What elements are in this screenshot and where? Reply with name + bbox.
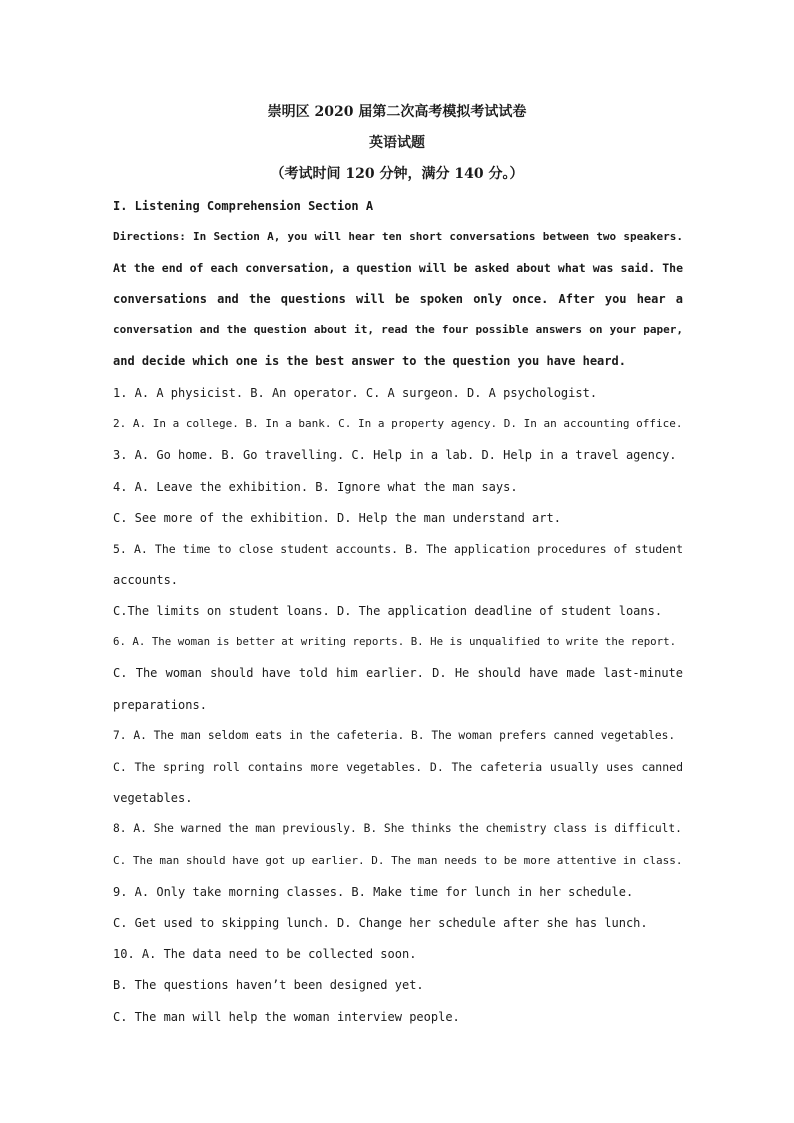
question-line: vegetables.: [113, 791, 193, 805]
exam-title: 崇明区 2020 届第二次高考模拟考试试卷: [267, 104, 527, 120]
question-line: 1. A. A physicist. B. An operator. C. A surgeon. D. A psychologist.: [113, 386, 598, 400]
directions-line: conversation and the question about it, read the four possible answers on your paper,: [113, 323, 683, 336]
question-line: 9. A. Only take morning classes. B. Make time for lunch in her schedule.: [113, 885, 634, 899]
question-line: 4. A. Leave the exhibition. B. Ignore what the man says.: [113, 480, 518, 494]
question-line: C. The woman should have told him earlier. D. He should have made last-minute: [113, 666, 683, 680]
question-line: 7. A. The man seldom eats in the cafeteria. B. The woman prefers canned vegetables.: [113, 729, 676, 742]
question-line: 10. A. The data need to be collected soon.: [113, 947, 417, 961]
directions-line: conversations and the questions will be spoken only once. After you hear a: [113, 292, 683, 306]
question-line: C. Get used to skipping lunch. D. Change her schedule after she has lunch.: [113, 916, 648, 930]
question-line: C. See more of the exhibition. D. Help the man understand art.: [113, 511, 561, 525]
question-line: 5. A. The time to close student accounts. B. The application procedures of student: [113, 542, 683, 556]
question-line: 2. A. In a college. B. In a bank. C. In a property agency. D. In an accounting office.: [113, 417, 683, 430]
question-line: C. The man should have got up earlier. D. The man needs to be more attentive in class.: [113, 854, 683, 867]
directions-line: At the end of each conversation, a question will be asked about what was said. The: [113, 261, 683, 275]
question-line: accounts.: [113, 573, 179, 587]
directions-line: Directions: In Section A, you will hear ten short conversations between two speakers.: [113, 230, 683, 243]
exam-subtitle: 英语试题: [369, 135, 425, 151]
question-line: preparations.: [113, 698, 207, 712]
question-line: B. The questions haven’t been designed yet.: [113, 978, 424, 992]
question-line: 6. A. The woman is better at writing reports. B. He is unqualified to write the report.: [113, 635, 677, 648]
question-line: 8. A. She warned the man previously. B. She thinks the chemistry class is difficult.: [113, 822, 682, 835]
question-line: C. The spring roll contains more vegetables. D. The cafeteria usually uses canned: [113, 760, 683, 774]
exam-info: （考试时间 120 分钟，满分 140 分。）: [270, 166, 524, 182]
section-heading: I. Listening Comprehension Section A: [113, 199, 374, 213]
question-line: C. The man will help the woman interview people.: [113, 1010, 460, 1024]
directions-line: and decide which one is the best answer to the question you have heard.: [113, 354, 626, 368]
question-line: C.The limits on student loans. D. The application deadline of student loans.: [113, 604, 663, 618]
question-line: 3. A. Go home. B. Go travelling. C. Help in a lab. D. Help in a travel agency.: [113, 448, 677, 462]
